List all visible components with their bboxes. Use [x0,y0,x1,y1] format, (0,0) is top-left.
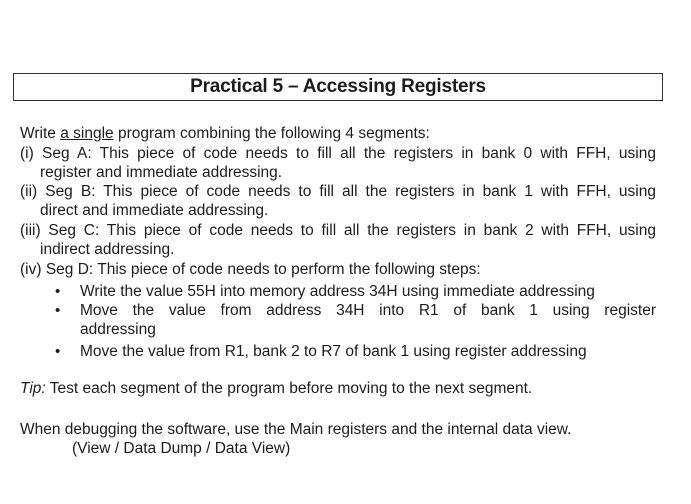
intro-after: program combining the following 4 segments: [113,125,430,142]
tip-text: Test each segment of the program before moving to the next segment. [45,380,533,397]
tip-label: Tip: [20,380,46,397]
seg-b-line2: direct and immediate addressing. [40,202,269,219]
seg-a-line2: register and immediate addressing. [40,164,283,181]
bullet-2-line2: addressing [80,321,156,338]
bullet-icon: • [55,343,61,360]
seg-d-line1: (iv) Seg D: This piece of code needs to perform the following steps: [20,261,481,278]
bullet-1-text: Write the value 55H into memory address 34H using immediate addressing [80,283,595,300]
bullet-3-text: Move the value from R1, bank 2 to R7 of bank 1 using register addressing [80,343,587,360]
page-title: Practical 5 – Accessing Registers [190,76,486,97]
debug-line2: (View / Data Dump / Data View) [72,440,291,457]
seg-c-line2: indirect addressing. [40,241,175,258]
intro-before: Write [20,125,61,142]
seg-b-line1: (ii) Seg B: This piece of code needs to fill all the registers in bank 1 with FFH, using [20,183,656,200]
intro-line [20,124,430,143]
bullet-2-line1: Move the value from address 34H into R1 of bank 1 using register [80,302,656,319]
title-box [13,73,663,101]
tip-line [20,379,532,398]
debug-line1: When debugging the software, use the Main registers and the internal data view. [20,421,572,438]
seg-c-line1: (iii) Seg C: This piece of code needs to fill all the registers in bank 2 with FFH, using [20,222,656,239]
intro-emphasis: a single [60,125,114,142]
seg-a-line1: (i) Seg A: This piece of code needs to fill all the registers in bank 0 with FFH, using [20,145,656,162]
bullet-icon: • [55,302,61,319]
bullet-icon: • [55,283,61,300]
